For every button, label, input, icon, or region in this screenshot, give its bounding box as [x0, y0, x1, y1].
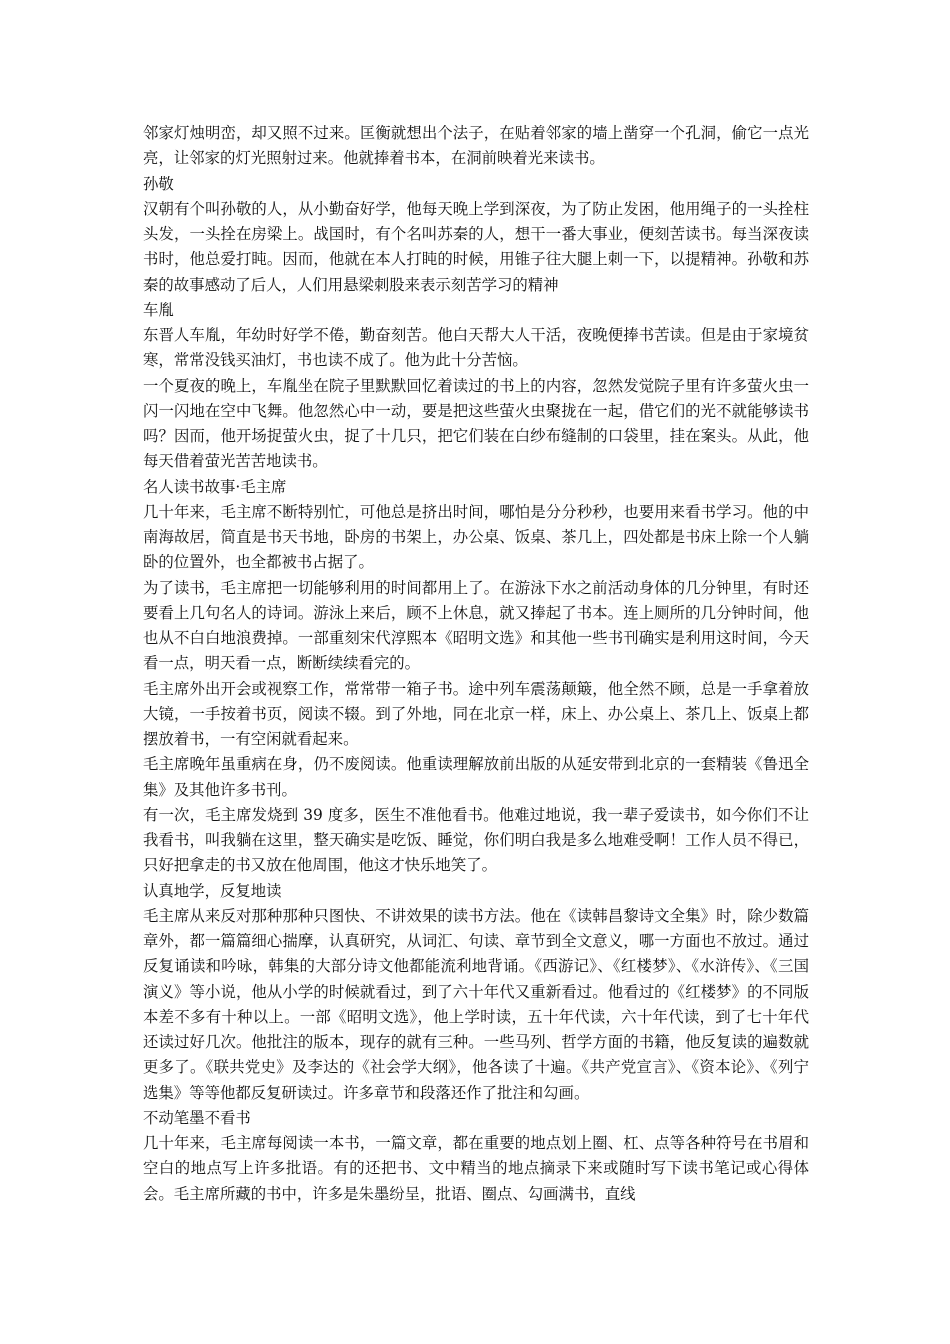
heading-notes: 不动笔墨不看书 [143, 1108, 251, 1127]
paragraph-kuangheng-end: 邻家灯烛明峦，却又照不过来。匡衡就想出个法子，在贴着邻家的墙上凿穿一个孔洞，偷它一点光亮，让邻家的灯光照射过来。他就捧着书本，在洞前映着光来读书。 [143, 124, 809, 168]
paragraph-mao-5: 有一次，毛主席发烧到 39 度多，医生不准他看书。他难过地说，我一辈子爱读书，如今你们不让我看书，叫我躺在这里，整天确实是吃饭、睡觉，你们明白我是多么地难受啊！工作人员不得已，只好把拿走的书又放在他周围，他这才快乐地笑了。 [143, 805, 809, 875]
heading-mao: 名人读书故事·毛主席 [143, 477, 287, 496]
document-body [143, 121, 809, 1207]
paragraph-mao-1: 几十年来，毛主席不断特别忙，可他总是挤出时间，哪怕是分分秒秒，也要用来看书学习。他的中南海故居，简直是书天书地，卧房的书架上，办公桌、饭桌、茶几上，四处都是书床上除一个人躺卧的位置外，也全都被书占据了。 [143, 502, 809, 572]
paragraph-mao-4: 毛主席晚年虽重病在身，仍不废阅读。他重读理解放前出版的从延安带到北京的一套精装《鲁迅全集》及其他许多书刊。 [143, 755, 809, 799]
paragraph-reading-method: 毛主席从来反对那种那种只图快、不讲效果的读书方法。他在《读韩昌黎诗文全集》时，除少数篇章外，都一篇篇细心揣摩，认真研究，从词汇、句读、章节到全文意义，哪一方面也不放过。通过反复诵读和吟咏，韩集的大部分诗文他都能流利地背诵。《西游记》、《红楼梦》、《水浒传》、《三国演义》等小说，他从小学的时候就看过，到了六十年代又重新看过。他看过的《红楼梦》的不同版本差不多有十种以上。一部《昭明文选》，他上学时读，五十年代读，六十年代读，到了七十年代还读过好几次。他批注的版本，现存的就有三种。一些马列、哲学方面的书籍，他反复读的遍数就更多了。《联共党史》及李达的《社会学大纲》，他各读了十遍。《共产党宣言》、《资本论》、《列宁选集》等等他都反复研读过。许多章节和段落还作了批注和勾画。 [143, 906, 809, 1102]
heading-cheyin: 车胤 [143, 300, 174, 319]
heading-sunjing: 孙敬 [143, 174, 174, 193]
paragraph-notes: 几十年来，毛主席每阅读一本书，一篇文章，都在重要的地点划上圈、杠、点等各种符号在书眉和空白的地点写上许多批语。有的还把书、文中精当的地点摘录下来或随时写下读书笔记或心得体会。毛主席所藏的书中，许多是朱墨纷呈，批语、圈点、勾画满书，直线 [143, 1134, 809, 1203]
heading-reading-method: 认真地学，反复地读 [143, 881, 282, 900]
paragraph-mao-2: 为了读书，毛主席把一切能够利用的时间都用上了。在游泳下水之前活动身体的几分钟里，有时还要看上几句名人的诗词。游泳上来后，顾不上休息，就又捧起了书本。连上厕所的几分钟时间，他也从不白白地浪费掉。一部重刻宋代淳熙本《昭明文选》和其他一些书刊确实是利用这时间，今天看一点，明天看一点，断断续续看完的。 [143, 578, 809, 673]
paragraph-mao-3: 毛主席外出开会或视察工作，常常带一箱子书。途中列车震荡颠簸，他全然不顾，总是一手拿着放大镜，一手按着书页，阅读不辍。到了外地，同在北京一样，床上、办公桌上、茶几上、饭桌上都摆放着书，一有空闲就看起来。 [143, 679, 809, 748]
paragraph-cheyin-2: 一个夏夜的晚上，车胤坐在院子里默默回忆着读过的书上的内容，忽然发觉院子里有许多萤火虫一闪一闪地在空中飞舞。他忽然心中一动，要是把这些萤火虫聚拢在一起，借它们的光不就能够读书吗？因而，他开场捉萤火虫，捉了十几只，把它们装在白纱布缝制的口袋里，挂在案头。从此，他每天借着萤光苦苦地读书。 [143, 376, 809, 471]
paragraph-cheyin-1: 东晋人车胤，年幼时好学不倦，勤奋刻苦。他白天帮大人干活，夜晚便捧书苦读。但是由于家境贫寒，常常没钱买油灯，书也读不成了。他为此十分苦恼。 [143, 326, 809, 370]
paragraph-sunjing: 汉朝有个叫孙敬的人，从小勤奋好学，他每天晚上学到深夜，为了防止发困，他用绳子的一头拴柱头发，一头拴在房梁上。战国时，有个名叫苏秦的人，想干一番大事业，便刻苦读书。每当深夜读书时，他总爱打盹。因而，他就在本人打盹的时候，用锥子往大腿上刺一下，以提精神。孙敬和苏秦的故事感动了后人，人们用悬梁刺股来表示刻苦学习的精神 [143, 199, 809, 294]
